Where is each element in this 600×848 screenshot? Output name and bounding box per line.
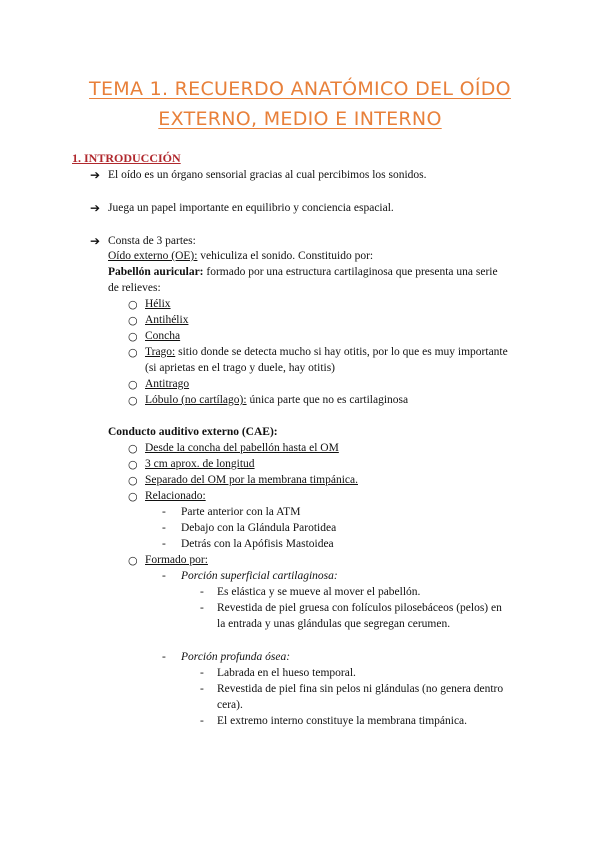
circle-bullet-icon: ○ <box>128 330 138 343</box>
dash-bullet-icon: - <box>200 715 204 727</box>
arrow-bullet-icon: ➔ <box>90 201 101 215</box>
dash-bullet-icon: - <box>200 683 204 695</box>
circle-bullet-icon: ○ <box>128 378 138 391</box>
cae-item: Separado del OM por la membrana timpánica. <box>145 474 358 486</box>
cae-item: Relacionado: <box>145 490 206 502</box>
dash-bullet-icon: - <box>162 522 166 534</box>
trago-label: Trago: <box>145 346 176 358</box>
circle-bullet-icon: ○ <box>128 490 138 503</box>
circle-bullet-icon: ○ <box>128 458 138 471</box>
relieve-item: Antihélix <box>145 314 189 326</box>
intro-bullet-3: Consta de 3 partes: <box>108 235 196 247</box>
profunda-item: Revestida de piel fina sin pelos ni glándulas (no genera dentro <box>217 683 504 695</box>
pabellon-line-2: de relieves: <box>108 282 161 294</box>
superficial-item: Es elástica y se mueve al mover el pabellón. <box>217 586 421 598</box>
profunda-item: Labrada en el hueso temporal. <box>217 667 356 679</box>
oe-line <box>108 249 373 264</box>
superficial-label: Porción superficial cartilaginosa: <box>181 570 338 582</box>
relieve-item: Hélix <box>145 298 171 310</box>
cae-heading: Conducto auditivo externo (CAE): <box>108 426 278 438</box>
dash-bullet-icon: - <box>162 651 166 663</box>
oe-label: Oído externo (OE): <box>108 250 198 262</box>
dash-bullet-icon: - <box>200 602 204 614</box>
dash-bullet-icon: - <box>200 586 204 598</box>
cae-item: 3 cm aprox. de longitud <box>145 458 255 470</box>
relacionado-item: Parte anterior con la ATM <box>181 506 301 518</box>
circle-bullet-icon: ○ <box>128 394 138 407</box>
dash-bullet-icon: - <box>162 570 166 582</box>
circle-bullet-icon: ○ <box>128 314 138 327</box>
formado-label: Formado por: <box>145 554 208 566</box>
profunda-item-cont: cera). <box>217 699 243 711</box>
intro-bullet-2: Juega un papel importante en equilibrio y conciencia espacial. <box>108 202 394 214</box>
intro-bullet-1: El oído es un órgano sensorial gracias al cual percibimos los sonidos. <box>108 169 427 181</box>
oe-text: vehiculiza el sonido. Constituido por: <box>197 250 374 262</box>
arrow-bullet-icon: ➔ <box>90 168 101 182</box>
superficial-item-cont: la entrada y unas glándulas que segregan cerumen. <box>217 618 451 630</box>
dash-bullet-icon: - <box>162 506 166 518</box>
circle-bullet-icon: ○ <box>128 346 138 359</box>
dash-bullet-icon: - <box>162 538 166 550</box>
profunda-item: El extremo interno constituye la membrana timpánica. <box>217 715 468 727</box>
dash-bullet-icon: - <box>200 667 204 679</box>
document-title-line-1: TEMA 1. RECUERDO ANATÓMICO DEL OÍDO <box>89 78 511 100</box>
arrow-bullet-icon: ➔ <box>90 234 101 248</box>
relieve-item <box>145 393 408 408</box>
pabellon-line <box>108 265 498 280</box>
relacionado-item: Debajo con la Glándula Parotidea <box>181 522 337 534</box>
relieve-item <box>145 345 508 360</box>
pabellon-label: Pabellón auricular: <box>108 266 204 278</box>
circle-bullet-icon: ○ <box>128 442 138 455</box>
relacionado-item: Detrás con la Apófisis Mastoidea <box>181 538 334 550</box>
circle-bullet-icon: ○ <box>128 554 138 567</box>
circle-bullet-icon: ○ <box>128 298 138 311</box>
document-title-line-2: EXTERNO, MEDIO E INTERNO <box>158 108 442 130</box>
lobulo-text: única parte que no es cartilaginosa <box>246 394 409 406</box>
circle-bullet-icon: ○ <box>128 474 138 487</box>
trago-text-2: (si aprietas en el trago y duele, hay otitis) <box>145 362 336 374</box>
relieve-item: Antitrago <box>145 378 190 390</box>
profunda-label: Porción profunda ósea: <box>181 651 291 663</box>
trago-text: sitio donde se detecta mucho si hay otitis, por lo que es muy importante <box>175 346 508 358</box>
lobulo-label: Lóbulo (no cartílago): <box>145 394 247 406</box>
pabellon-text: formado por una estructura cartilaginosa que presenta una serie <box>203 266 498 278</box>
relieve-item: Concha <box>145 330 181 342</box>
section-heading: 1. INTRODUCCIÓN <box>72 151 181 165</box>
superficial-item: Revestida de piel gruesa con folículos pilosebáceos (pelos) en <box>217 602 502 614</box>
cae-item: Desde la concha del pabellón hasta el OM <box>145 442 339 454</box>
